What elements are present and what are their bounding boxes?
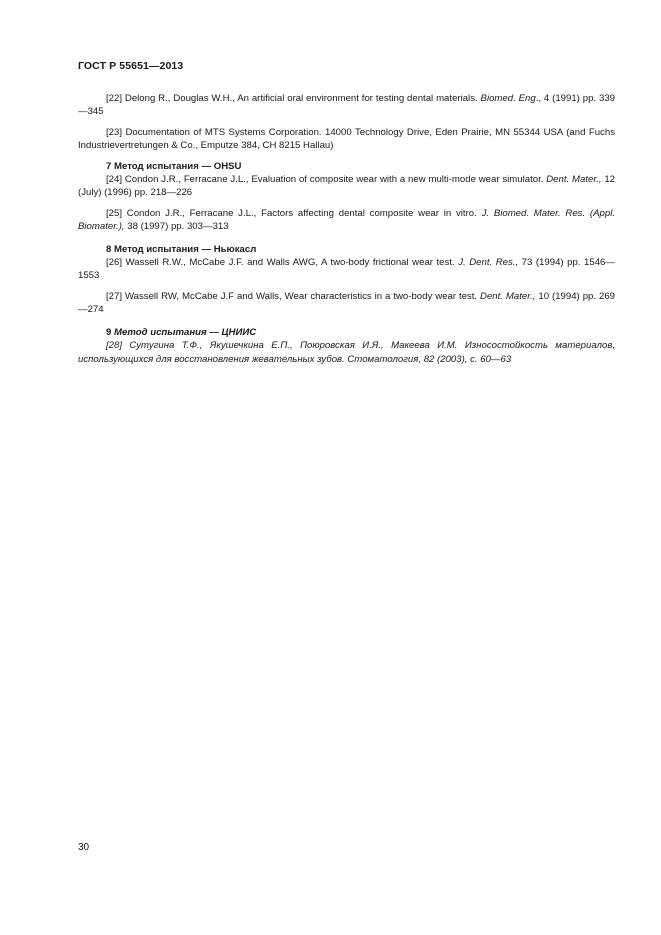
section-title: 9 Метод испытания — ЦНИИС bbox=[106, 326, 257, 338]
document-header: ГОСТ Р 55651—2013 bbox=[78, 60, 184, 72]
section-title: 7 Метод испытания — OHSU bbox=[106, 160, 242, 172]
reference-27: [27] Wassell RW, McCabe J.F and Walls, Wear characteristics in a two-body wear test. Dent. Mater., 10 (1994) pp. 269—274 bbox=[78, 290, 615, 316]
section-title: 8 Метод испытания — Ньюкасл bbox=[106, 243, 257, 255]
section-7-ohsu bbox=[78, 160, 615, 234]
reference-23: [23] Documentation of MTS Systems Corporation. 14000 Technology Drive, Eden Prairie, MN 55344 USA (and Fuchs Industrievertretungen & Co., Emputze 384, CH 8215 Hallau) bbox=[78, 126, 615, 152]
reference-24: [24] Condon J.R., Ferracane J.L., Evaluation of composite wear with a new multi-mode wear simulator. Dent. Mater., 12 (July) (1996) pp. 218—226 bbox=[78, 174, 616, 199]
reference-25: [25] Condon J.R., Ferracane J.L., Factors affecting dental composite wear in vitro. J. Biomed. Mater. Res. (Appl. Biomater.), 38 (1997) pp. 303—313 bbox=[78, 207, 615, 233]
reference-26: [26] Wassell R.W., McCabe J.F. and Walls AWG, A two-body frictional wear test. J. Dent. Res., 73 (1994) pp. 1546—1553 bbox=[78, 257, 615, 282]
references-list bbox=[78, 92, 615, 373]
reference-28: [28] Сутугина Т.Ф., Якушечкина Е.П., Поюровская И.Я., Макеева И.М. Износостойкость материалов, использующихся для восстановления жевательных зубов. Стоматология, 82 (2003), с. 60—63 bbox=[78, 340, 615, 365]
reference-22: [22] Delong R., Douglas W.H., An artificial oral environment for testing dental materials. Biomed. Eng., 4 (1991) pp. 339—345 bbox=[78, 93, 615, 118]
section-8-newcastle bbox=[78, 243, 615, 317]
page-number: 30 bbox=[78, 842, 90, 853]
section-9-cniis bbox=[78, 326, 615, 366]
